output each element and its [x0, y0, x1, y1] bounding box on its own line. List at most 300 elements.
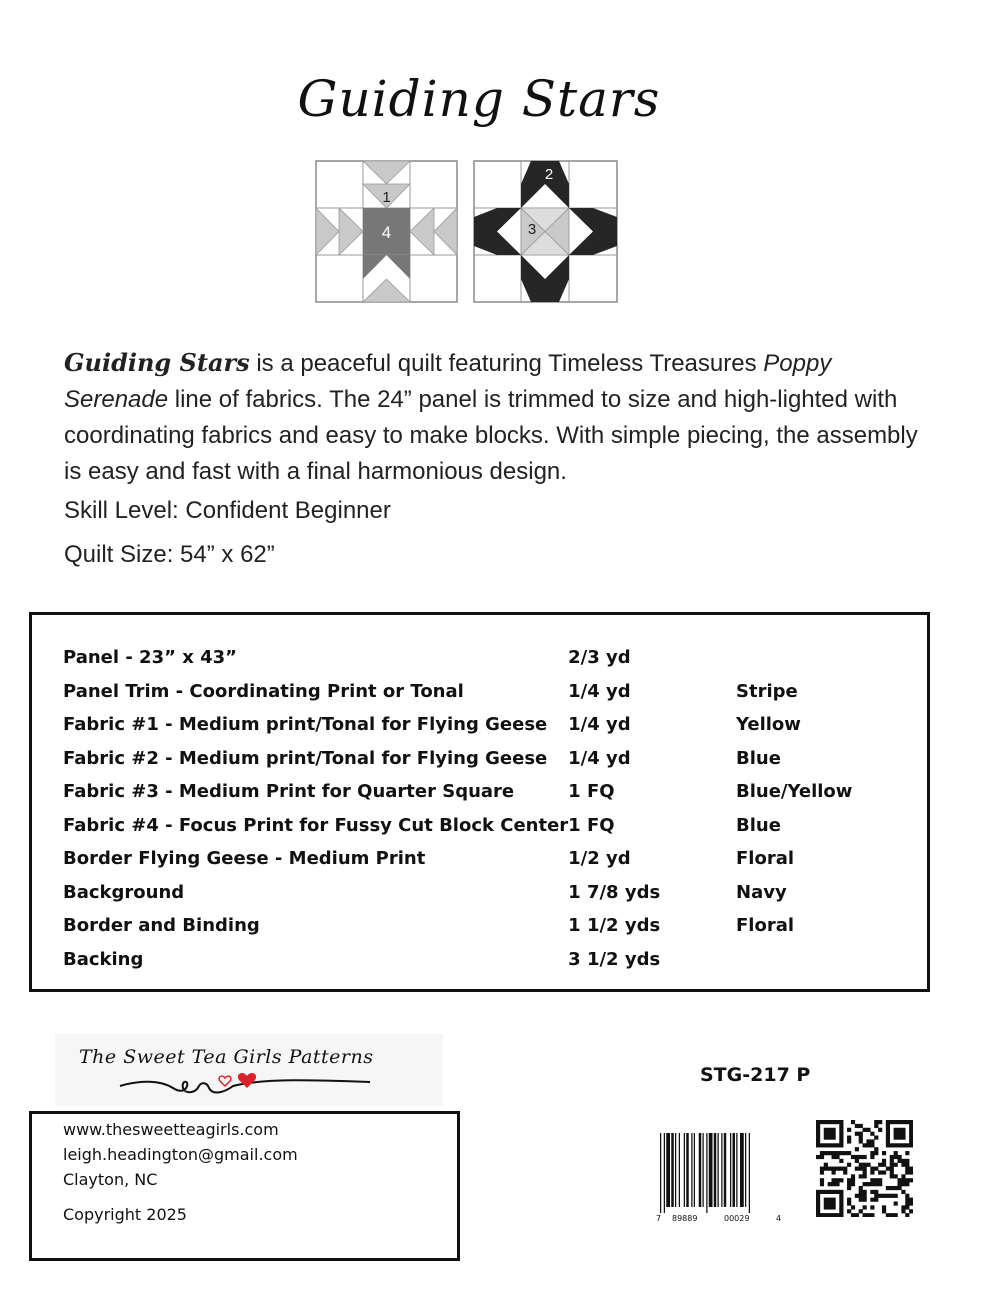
barcode-bars [660, 1133, 782, 1213]
qr-module [839, 1124, 843, 1128]
qr-module [828, 1151, 832, 1155]
qr-module [832, 1205, 836, 1209]
qr-module [905, 1213, 909, 1217]
qr-module [882, 1209, 886, 1213]
qr-module [832, 1132, 836, 1136]
block-diagrams [314, 158, 620, 306]
barcode-bar [745, 1133, 746, 1207]
intro-text-2: line of fabrics. The 24” panel is trimmed to size and high-lighted with coordinating fabrics and easy to make blocks. With simple piecing, the assembly is easy and fast with a final harmonious design. [64, 386, 918, 485]
block-b-label-2: 2 [544, 166, 554, 183]
qr-module [839, 1159, 843, 1163]
qr-module [874, 1178, 878, 1182]
qr-module [890, 1186, 894, 1190]
qr-module [905, 1198, 909, 1202]
qr-module [901, 1174, 905, 1178]
barcode-last-digit: 4 [776, 1214, 782, 1223]
requirement-color: Blue [736, 747, 781, 769]
qr-module [874, 1167, 878, 1171]
requirement-item: Fabric #2 - Medium print/Tonal for Flying Geese [63, 747, 548, 769]
barcode-bar [671, 1133, 674, 1207]
qr-module [859, 1174, 863, 1178]
requirement-color: Blue/Yellow [736, 781, 853, 803]
qr-module [874, 1190, 878, 1194]
qr-module [816, 1201, 820, 1205]
qr-module [847, 1128, 851, 1132]
qr-module [901, 1143, 905, 1147]
qr-module [863, 1155, 867, 1159]
barcode-bar [736, 1133, 737, 1207]
qr-module [870, 1182, 874, 1186]
qr-module [816, 1139, 820, 1143]
barcode-bar [709, 1133, 713, 1207]
barcode-bar [699, 1133, 702, 1207]
qr-module [851, 1174, 855, 1178]
qr-module [890, 1174, 894, 1178]
qr-module [828, 1128, 832, 1132]
qr-module [832, 1128, 836, 1132]
barcode-bar [724, 1133, 727, 1207]
qr-module [890, 1170, 894, 1174]
qr-module [878, 1182, 882, 1186]
qr-module [870, 1151, 874, 1155]
requirement-amount: 1 FQ [568, 781, 615, 803]
qr-module [905, 1201, 909, 1205]
qr-module [847, 1186, 851, 1190]
qr-module [901, 1136, 905, 1140]
location-text: Clayton, NC [63, 1170, 158, 1189]
qr-module [866, 1139, 870, 1143]
qr-module [909, 1143, 913, 1147]
qr-module [835, 1143, 839, 1147]
barcode-bar [666, 1133, 670, 1207]
qr-module [855, 1155, 859, 1159]
qr-module [851, 1205, 855, 1209]
qr-module [894, 1128, 898, 1132]
qr-module [882, 1151, 886, 1155]
qr-module [859, 1132, 863, 1136]
qr-module [824, 1167, 828, 1171]
qr-module [909, 1124, 913, 1128]
requirement-item: Fabric #4 - Focus Print for Fussy Cut Block Center [63, 814, 569, 836]
qr-module [870, 1155, 874, 1159]
qr-module [863, 1205, 867, 1209]
qr-module [824, 1205, 828, 1209]
qr-module [855, 1147, 859, 1151]
qr-module [886, 1120, 890, 1124]
qr-module [855, 1159, 859, 1163]
qr-module [820, 1167, 824, 1171]
qr-module [843, 1167, 847, 1171]
qr-module [832, 1120, 836, 1124]
qr-module [816, 1132, 820, 1136]
qr-module [870, 1178, 874, 1182]
qr-module [816, 1209, 820, 1213]
qr-module [843, 1151, 847, 1155]
qr-module [894, 1201, 898, 1205]
qr-module [816, 1205, 820, 1209]
block-b-diagram [474, 161, 617, 302]
qr-module [882, 1170, 886, 1174]
qr-module [839, 1167, 843, 1171]
quilt-size: Quilt Size: 54” x 62” [64, 541, 275, 568]
qr-module [820, 1213, 824, 1217]
qr-module [897, 1128, 901, 1132]
qr-module [874, 1124, 878, 1128]
fabric-requirements-table [63, 641, 927, 976]
qr-module [909, 1167, 913, 1171]
qr-module [816, 1124, 820, 1128]
qr-module [894, 1163, 898, 1167]
qr-module [824, 1120, 828, 1124]
qr-module [897, 1186, 901, 1190]
table-row [63, 943, 927, 977]
qr-module [890, 1163, 894, 1167]
requirement-amount: 1/4 yd [568, 680, 631, 702]
qr-module [820, 1190, 824, 1194]
qr-module [863, 1194, 867, 1198]
qr-module [824, 1190, 828, 1194]
qr-module [894, 1186, 898, 1190]
qr-module [878, 1170, 882, 1174]
qr-module [855, 1132, 859, 1136]
barcode-bar [691, 1133, 692, 1207]
qr-module [828, 1120, 832, 1124]
table-row [63, 675, 927, 709]
qr-module [859, 1167, 863, 1171]
qr-module [832, 1213, 836, 1217]
qr-module [901, 1182, 905, 1186]
qr-module [839, 1132, 843, 1136]
qr-module [886, 1186, 890, 1190]
qr-module [894, 1174, 898, 1178]
qr-module [816, 1198, 820, 1202]
qr-module [824, 1151, 828, 1155]
qr-module [886, 1139, 890, 1143]
qr-module [839, 1139, 843, 1143]
qr-module [863, 1167, 867, 1171]
qr-module [870, 1139, 874, 1143]
requirement-item: Fabric #3 - Medium Print for Quarter Square [63, 781, 515, 803]
qr-module [894, 1136, 898, 1140]
swirl-heart-icon [115, 1070, 375, 1100]
qr-module [832, 1190, 836, 1194]
qr-module [863, 1128, 867, 1132]
qr-module [832, 1201, 836, 1205]
qr-module [897, 1132, 901, 1136]
qr-module [859, 1124, 863, 1128]
qr-module [847, 1151, 851, 1155]
barcode-bar [679, 1133, 680, 1207]
qr-module [863, 1170, 867, 1174]
qr-module [897, 1143, 901, 1147]
qr-module [870, 1167, 874, 1171]
qr-module [832, 1178, 836, 1182]
qr-module [905, 1178, 909, 1182]
block-diagrams-svg [314, 158, 620, 306]
qr-module [874, 1147, 878, 1151]
qr-module [859, 1194, 863, 1198]
qr-module [835, 1190, 839, 1194]
qr-module [866, 1143, 870, 1147]
qr-module [820, 1182, 824, 1186]
qr-module [886, 1194, 890, 1198]
intro-pattern-name: Guiding Stars [64, 348, 250, 377]
barcode-right-group: 00029 [724, 1214, 750, 1223]
barcode-bar [694, 1133, 695, 1207]
requirement-amount: 1 1/2 yds [568, 915, 661, 937]
qr-module [863, 1174, 867, 1178]
qr-module [855, 1124, 859, 1128]
qr-module [859, 1186, 863, 1190]
qr-module [832, 1155, 836, 1159]
qr-module [835, 1213, 839, 1217]
qr-module [897, 1155, 901, 1159]
qr-module [828, 1205, 832, 1209]
barcode-bar [714, 1133, 717, 1207]
copyright-text: Copyright 2025 [63, 1205, 187, 1224]
qr-module [905, 1182, 909, 1186]
qr-module [835, 1120, 839, 1124]
qr-module [878, 1128, 882, 1132]
qr-module [909, 1201, 913, 1205]
qr-module [839, 1178, 843, 1182]
qr-module [901, 1159, 905, 1163]
logo-text: The Sweet Tea Girls Patterns [79, 1046, 374, 1068]
qr-module [905, 1205, 909, 1209]
qr-module [828, 1198, 832, 1202]
qr-module [851, 1182, 855, 1186]
qr-module [839, 1190, 843, 1194]
qr-module [909, 1132, 913, 1136]
qr-module [835, 1155, 839, 1159]
qr-module [905, 1151, 909, 1155]
qr-module [839, 1209, 843, 1213]
barcode-first-digit: 7 [656, 1214, 662, 1223]
qr-module [894, 1120, 898, 1124]
table-row [63, 742, 927, 776]
qr-module [894, 1143, 898, 1147]
qr-module [874, 1194, 878, 1198]
qr-module [839, 1151, 843, 1155]
qr-module [874, 1120, 878, 1124]
qr-module [890, 1155, 894, 1159]
barcode-bar [718, 1133, 719, 1207]
qr-module [882, 1205, 886, 1209]
qr-module [832, 1136, 836, 1140]
qr-module [828, 1190, 832, 1194]
pattern-sku: STG-217 P [700, 1064, 811, 1086]
qr-module [839, 1120, 843, 1124]
qr-module [863, 1143, 867, 1147]
qr-module [820, 1155, 824, 1159]
qr-code [816, 1120, 913, 1217]
qr-module [816, 1143, 820, 1147]
qr-module [835, 1182, 839, 1186]
qr-module [901, 1178, 905, 1182]
barcode-bar [686, 1133, 689, 1207]
qr-module [835, 1151, 839, 1155]
qr-module [820, 1143, 824, 1147]
block-a-label-1: 1 [382, 189, 391, 206]
qr-module [894, 1194, 898, 1198]
requirement-amount: 2/3 yd [568, 647, 631, 669]
qr-module [824, 1128, 828, 1132]
qr-module [905, 1170, 909, 1174]
qr-module [890, 1213, 894, 1217]
requirement-color: Stripe [736, 680, 798, 702]
qr-module [832, 1143, 836, 1147]
qr-module [835, 1178, 839, 1182]
brand-logo [55, 1034, 443, 1106]
table-row [63, 641, 927, 675]
qr-module [878, 1194, 882, 1198]
qr-module [901, 1163, 905, 1167]
qr-module [886, 1132, 890, 1136]
qr-module [847, 1178, 851, 1182]
barcode-bar [706, 1133, 707, 1213]
qr-module [874, 1198, 878, 1202]
qr-module [870, 1213, 874, 1217]
qr-module [901, 1190, 905, 1194]
qr-module [870, 1190, 874, 1194]
qr-module [866, 1163, 870, 1167]
requirement-color: Floral [736, 915, 795, 937]
qr-module [828, 1167, 832, 1171]
qr-module [909, 1198, 913, 1202]
qr-module [890, 1159, 894, 1163]
qr-module [870, 1170, 874, 1174]
qr-module [897, 1120, 901, 1124]
requirement-amount: 1/4 yd [568, 747, 631, 769]
requirement-amount: 1 7/8 yds [568, 881, 661, 903]
qr-module [847, 1136, 851, 1140]
qr-module [863, 1213, 867, 1217]
qr-module [894, 1213, 898, 1217]
requirement-color [736, 641, 927, 675]
contact-box [29, 1111, 460, 1261]
qr-module [855, 1213, 859, 1217]
qr-module [816, 1213, 820, 1217]
qr-module [886, 1143, 890, 1147]
qr-module [824, 1198, 828, 1202]
qr-module [824, 1213, 828, 1217]
qr-module [901, 1209, 905, 1213]
qr-module [866, 1182, 870, 1186]
qr-module [870, 1205, 874, 1209]
qr-module [866, 1128, 870, 1132]
qr-module [859, 1198, 863, 1202]
qr-module [897, 1136, 901, 1140]
qr-module [839, 1213, 843, 1217]
qr-module [878, 1178, 882, 1182]
qr-module [839, 1128, 843, 1132]
qr-module [909, 1128, 913, 1132]
table-row [63, 842, 927, 876]
qr-module [866, 1213, 870, 1217]
qr-module [897, 1182, 901, 1186]
qr-module [851, 1155, 855, 1159]
qr-module [828, 1201, 832, 1205]
requirement-color: Yellow [736, 714, 801, 736]
qr-module [890, 1194, 894, 1198]
qr-module [828, 1213, 832, 1217]
skill-level: Skill Level: Confident Beginner [64, 497, 391, 524]
qr-module [905, 1163, 909, 1167]
qr-module [894, 1151, 898, 1155]
qr-module [824, 1132, 828, 1136]
barcode-left-group: 89889 [672, 1214, 698, 1223]
qr-module [863, 1182, 867, 1186]
email-link[interactable]: leigh.headington@gmail.com [63, 1145, 298, 1164]
qr-module [901, 1128, 905, 1132]
qr-module [855, 1167, 859, 1171]
qr-module [832, 1167, 836, 1171]
qr-module [820, 1170, 824, 1174]
qr-module [820, 1120, 824, 1124]
barcode-bar [749, 1133, 750, 1213]
requirement-item: Background [63, 881, 185, 903]
upc-barcode [656, 1133, 786, 1223]
table-row [63, 876, 927, 910]
qr-module [897, 1178, 901, 1182]
qr-module [909, 1120, 913, 1124]
qr-module [909, 1136, 913, 1140]
qr-module [828, 1132, 832, 1136]
qr-module [847, 1182, 851, 1186]
barcode-bar [684, 1133, 685, 1207]
qr-module [863, 1190, 867, 1194]
barcode-bar [664, 1133, 665, 1213]
qr-module [828, 1136, 832, 1140]
qr-module [905, 1143, 909, 1147]
block-b-label-3: 3 [527, 221, 537, 238]
requirement-amount: 3 1/2 yds [568, 948, 661, 970]
qr-module [824, 1201, 828, 1205]
requirement-color: Navy [736, 881, 787, 903]
qr-module [859, 1190, 863, 1194]
qr-module [878, 1163, 882, 1167]
qr-module [882, 1163, 886, 1167]
qr-module [820, 1178, 824, 1182]
qr-module [897, 1159, 901, 1163]
requirement-item: Panel Trim - Coordinating Print or Tonal [63, 680, 464, 702]
qr-module [894, 1132, 898, 1136]
requirement-item: Backing [63, 948, 144, 970]
qr-module [816, 1136, 820, 1140]
qr-module [843, 1170, 847, 1174]
qr-module [886, 1167, 890, 1171]
barcode-bar [733, 1133, 736, 1207]
website-link[interactable]: www.thesweetteagirls.com [63, 1120, 279, 1139]
qr-module [870, 1198, 874, 1202]
qr-module [859, 1209, 863, 1213]
qr-module [832, 1170, 836, 1174]
qr-module [901, 1120, 905, 1124]
qr-module [820, 1151, 824, 1155]
qr-module [839, 1143, 843, 1147]
qr-module [886, 1136, 890, 1140]
qr-module [909, 1170, 913, 1174]
qr-module [894, 1155, 898, 1159]
intro-fabric-line: Poppy Serenade [64, 350, 832, 413]
qr-module [874, 1151, 878, 1155]
requirement-color: Floral [736, 848, 795, 870]
qr-module [901, 1132, 905, 1136]
qr-module [886, 1213, 890, 1217]
qr-module [909, 1209, 913, 1213]
table-row [63, 775, 927, 809]
barcode-bar [740, 1133, 744, 1207]
